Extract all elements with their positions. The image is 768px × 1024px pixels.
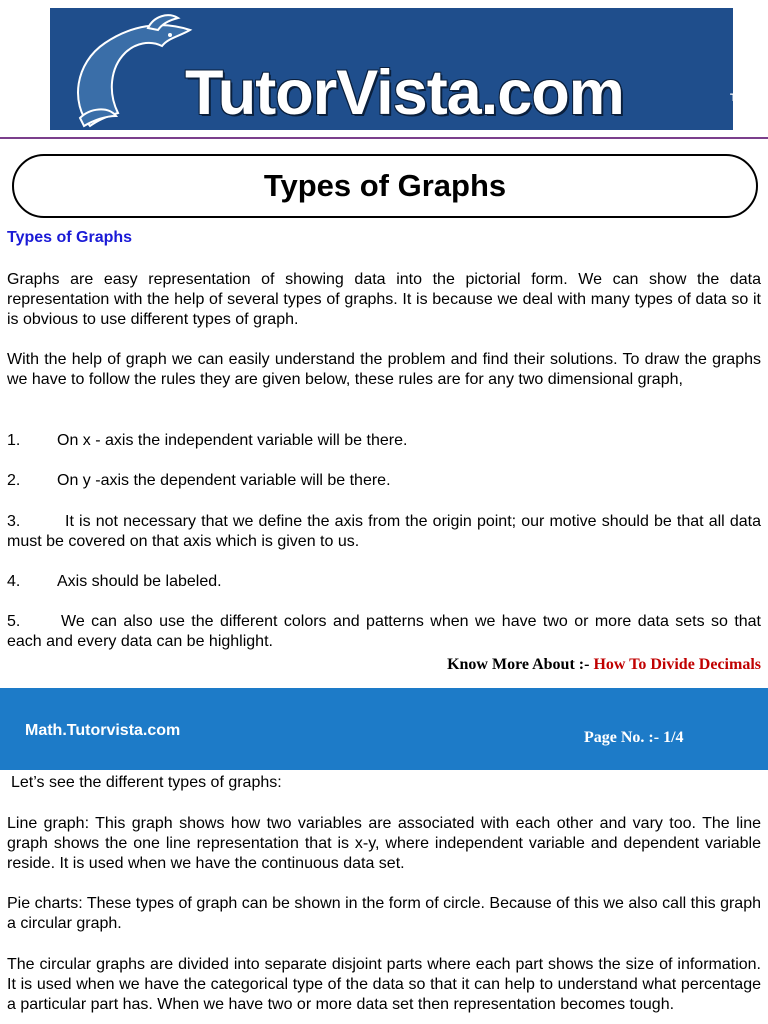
header-divider [0,137,768,139]
page-footer-bar [0,688,768,770]
rule-number: 1. [7,432,21,449]
logo-text: TutorVista.com [185,58,624,128]
section-heading: Types of Graphs [7,229,133,246]
tutorvista-banner [50,8,746,130]
rule-number: 2. [7,472,21,489]
know-more-line [447,656,761,674]
rule-number: 3. [7,513,21,530]
paragraph-intro: Graphs are easy representation of showing data into the pictorial form. We can show the data representation with the help of several types of graphs. It is because we deal with many types of data so it is obvious to use different types of graph. [7,271,761,328]
footer-page-number: Page No. :- 1/4 [584,729,684,746]
page-title: Types of Graphs [263,168,507,203]
rule-text: It is not necessary that we define the axis from the origin point; our motive should be that all data must be covered on that axis which is given to us. [7,513,761,550]
rule-number: 4. [7,573,21,590]
rule-item-3 [7,512,761,552]
rule-text: On y -axis the dependent variable will be there. [57,472,391,489]
title-box [12,154,758,218]
know-more-link[interactable]: How To Divide Decimals [593,656,761,673]
rule-item-5 [7,612,761,652]
rule-number: 5. [7,613,21,630]
logo-trademark: TM [730,92,746,104]
rule-text: Axis should be labeled. [57,573,222,590]
rule-text: We can also use the different colors and patterns when we have two or more data sets so that each and every data can be highlight. [7,613,761,650]
rule-text: On x - axis the independent variable will be there. [57,432,408,449]
paragraph-line-graph: Line graph: This graph shows how two variables are associated with each other and vary too. The line graph shows the one line representation that is x-y, where independent variable and dependent variable reside. It is used when we have the continuous data set. [7,815,761,872]
paragraph-pie-charts: Pie charts: These types of graph can be shown in the form of circle. Because of this we also call this graph a circular graph. [7,895,761,932]
rule-item-2 [7,471,761,491]
footer-site-name: Math.Tutorvista.com [25,722,181,739]
rule-item-1 [7,431,761,451]
paragraph-circular-graphs: The circular graphs are divided into separate disjoint parts where each part shows the size of information. It is used when we have the categorical type of the data so that it can help to understand what percentage a particular part has. When we have two or more data set then representation becomes tough. [7,956,761,1013]
paragraph-rules-intro: With the help of graph we can easily understand the problem and find their solutions. To draw the graphs we have to follow the rules they are given below, these rules are for any two dimensional graph, [7,351,761,388]
rule-item-4 [7,572,761,592]
paragraph-graph-types-intro: Let’s see the different types of graphs: [11,774,282,791]
know-more-label: Know More About :- [447,656,594,673]
